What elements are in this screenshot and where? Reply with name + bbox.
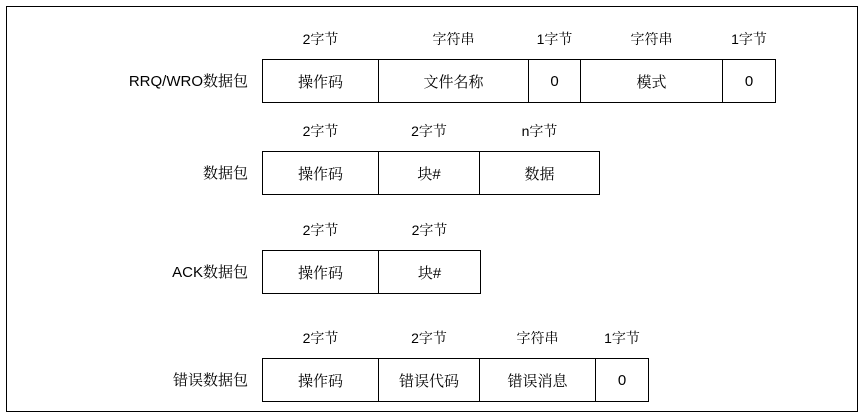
packet-row [262,123,600,195]
packet-field-caption: 2字节 [411,222,448,238]
packet-field-value: 操作码 [297,264,343,282]
packet-field [723,31,775,102]
packet-field-value: 数据 [524,165,555,183]
packet-field-value: 0 [617,371,627,389]
packet-field [379,330,480,401]
packet-row [262,31,776,103]
packet-field [480,330,596,401]
packet-field-value: 错误消息 [507,372,568,390]
packet-field-value: 操作码 [297,165,343,183]
packet-field [263,31,379,102]
packet-field [581,31,723,102]
packet-field-value: 模式 [636,73,667,91]
packet-field [263,330,379,401]
packet-field [379,123,480,194]
packet-field [263,222,379,293]
packet-field-caption: 1字节 [604,330,640,346]
packet-field-caption: 字符串 [516,330,559,346]
packet-field [529,31,581,102]
packet-field-caption: 1字节 [731,31,767,47]
packet-row-label: 错误数据包 [172,372,248,389]
packet-field-caption: 2字节 [302,31,339,47]
packet-field [263,123,379,194]
packet-field-caption: 1字节 [536,31,573,47]
packet-field-value: 0 [744,72,754,90]
packet-field [379,222,480,293]
packet-row [262,330,649,402]
packet-row-label: 数据包 [202,165,248,182]
packet-row-label: RRQ/WRO数据包 [128,73,248,90]
packet-field-caption: 2字节 [411,330,447,346]
packet-row [262,222,481,294]
packet-field-caption: 字符串 [630,31,673,47]
diagram-frame [6,6,858,412]
packet-field-value: 操作码 [297,73,343,91]
packet-field-value: 操作码 [297,372,343,390]
packet-field [596,330,648,401]
packet-field-value: 0 [550,72,559,90]
packet-row-label: ACK数据包 [172,264,248,281]
packet-field-caption: 2字节 [302,123,339,139]
packet-field-caption: 2字节 [302,222,339,238]
packet-field [480,123,599,194]
packet-field-caption: 字符串 [432,31,475,47]
packet-field-value: 文件名称 [423,73,484,91]
packet-field-value: 块# [417,264,442,282]
packet-field-value: 块# [417,165,441,183]
packet-field-value: 错误代码 [398,372,459,390]
packet-field-caption: n字节 [521,123,558,139]
packet-field [379,31,529,102]
packet-field-caption: 2字节 [411,123,447,139]
packet-field-caption: 2字节 [302,330,339,346]
